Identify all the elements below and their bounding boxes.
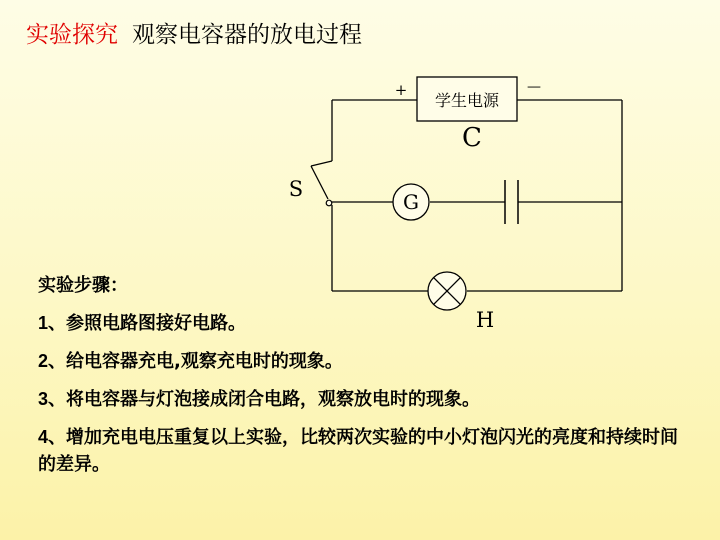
title-main: 观察电容器的放电过程 bbox=[132, 22, 362, 48]
step-3 bbox=[38, 386, 688, 413]
positive-terminal-label: + bbox=[394, 81, 408, 99]
step-text: 、将电容器与灯泡接成闭合电路，观察放电时的现象。 bbox=[48, 389, 481, 410]
step-text: 、参照电路图接好电路。 bbox=[48, 313, 247, 334]
switch-s bbox=[311, 161, 332, 206]
capacitor bbox=[505, 180, 518, 224]
switch-blade bbox=[311, 166, 328, 199]
steps-heading: 实验步骤： bbox=[38, 275, 128, 296]
negative-terminal-label: — bbox=[527, 79, 541, 95]
capacitor-label: C bbox=[462, 123, 482, 153]
step-text: 、增加充电电压重复以上实验，比较两次实验的中小灯泡闪光的亮度和持续时间的差异。 bbox=[38, 427, 679, 475]
step-1 bbox=[38, 310, 688, 337]
experiment-steps bbox=[38, 272, 688, 489]
step-number: 1 bbox=[38, 313, 49, 333]
step-number: 4 bbox=[38, 427, 49, 447]
step-2 bbox=[38, 348, 688, 375]
lamp-label: H bbox=[475, 308, 495, 332]
title-prefix: 实验探究 bbox=[26, 22, 118, 48]
switch-label: S bbox=[288, 177, 304, 201]
step-number: 2 bbox=[38, 351, 49, 371]
step-4 bbox=[38, 424, 688, 478]
power-supply-label: 学生电源 bbox=[434, 91, 500, 110]
step-text: 、给电容器充电,观察充电时的现象。 bbox=[48, 351, 343, 372]
step-number: 3 bbox=[38, 389, 49, 409]
switch-contact bbox=[326, 200, 332, 206]
galvanometer-label: G bbox=[403, 190, 419, 214]
